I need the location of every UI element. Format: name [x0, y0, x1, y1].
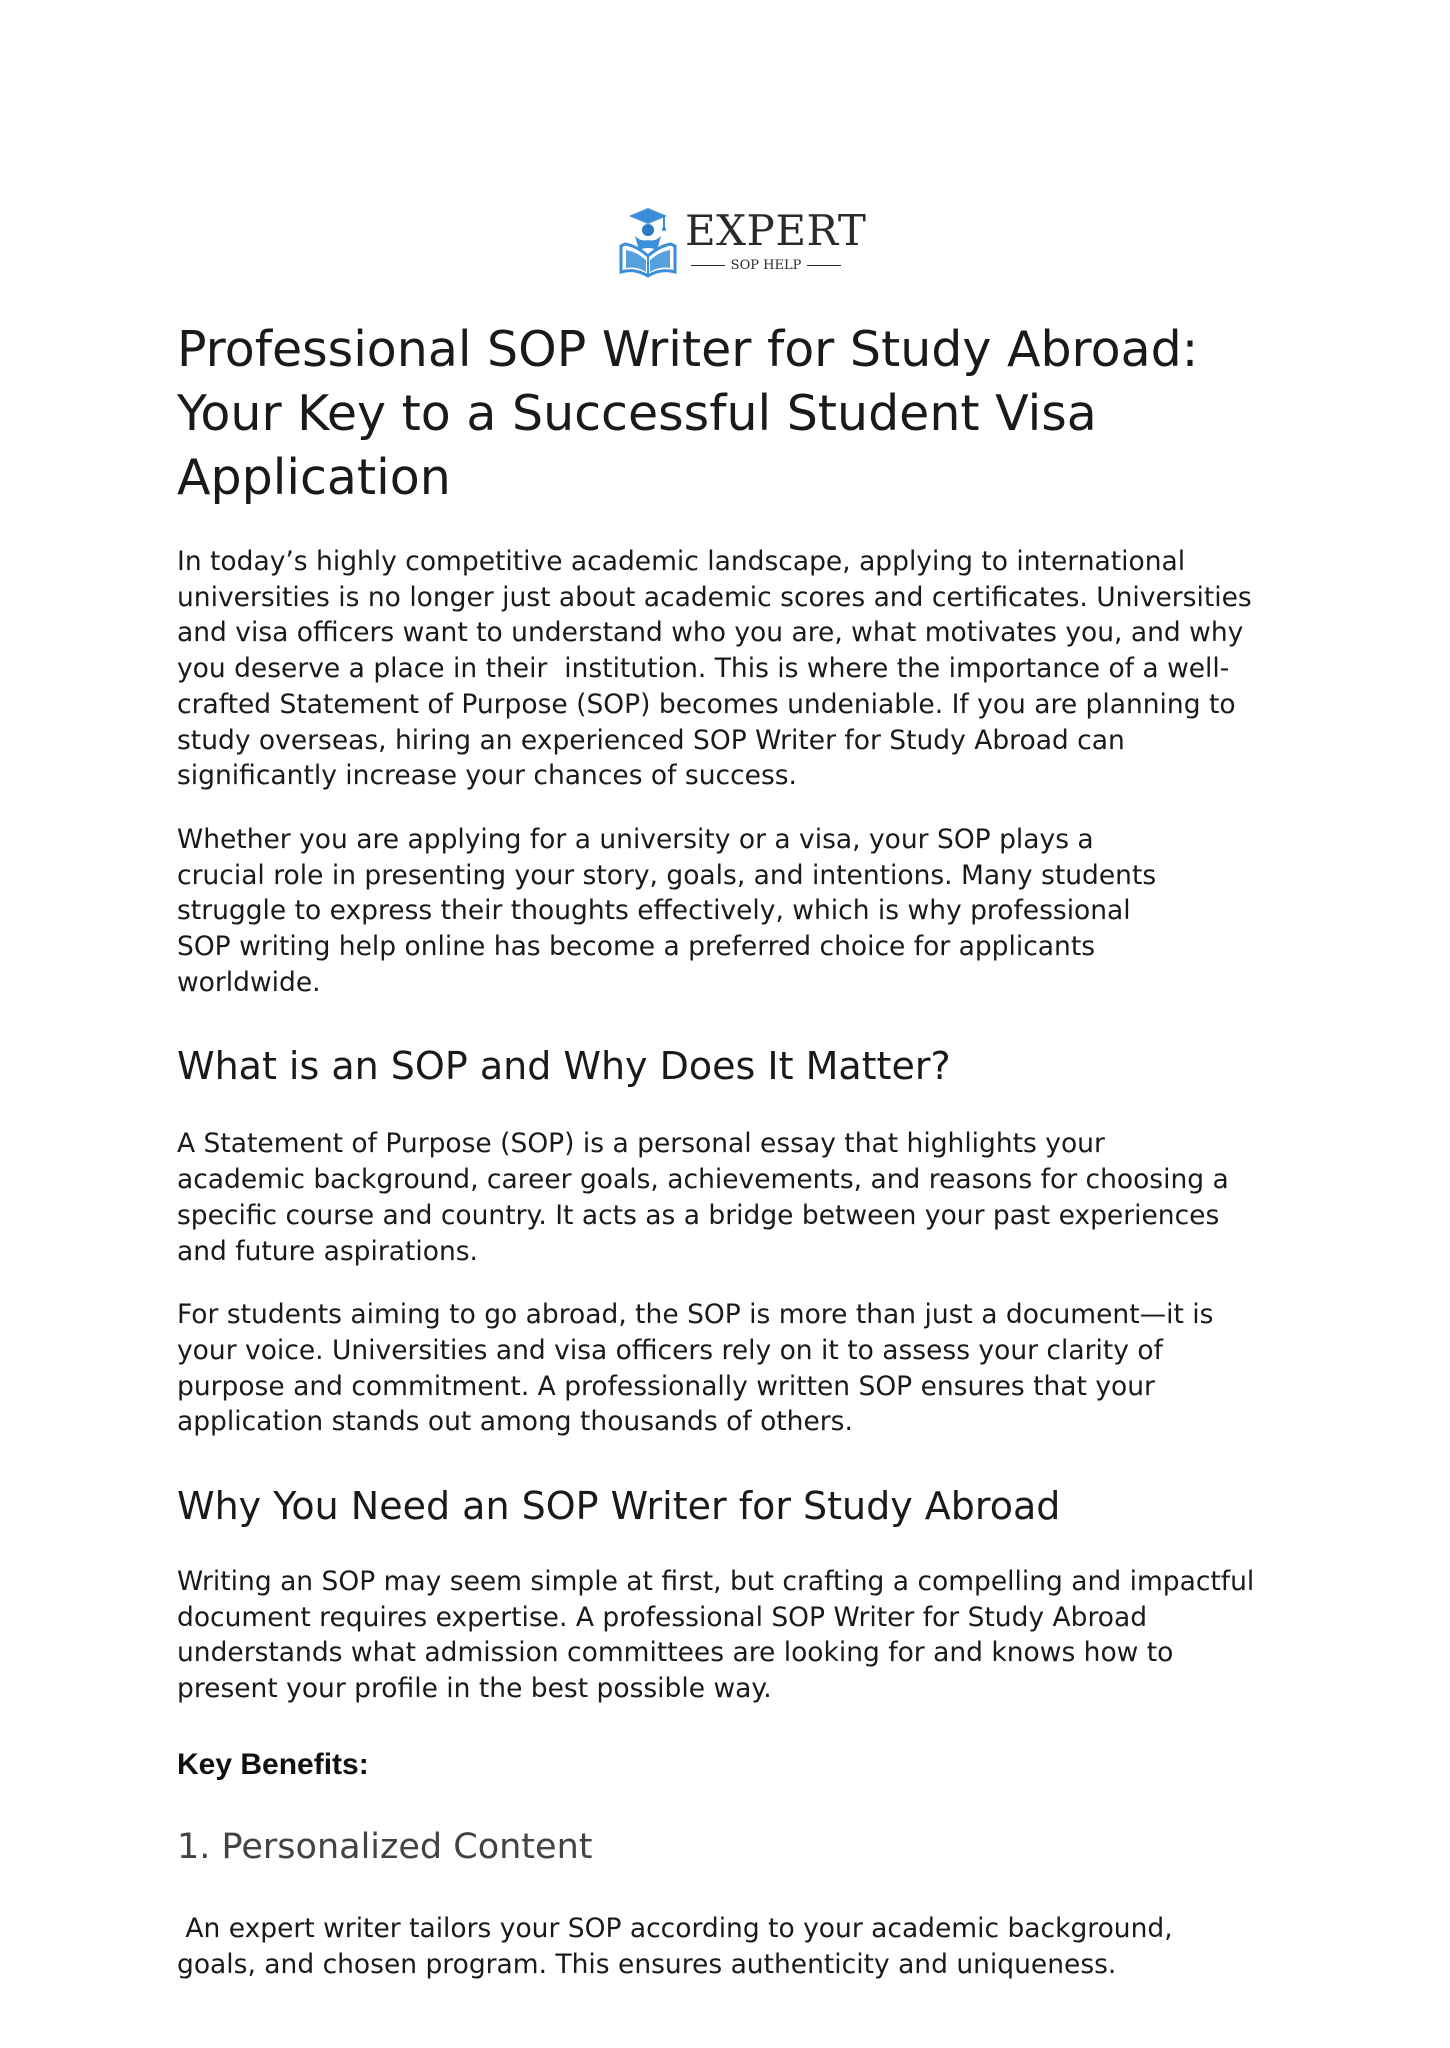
text-line: present your profile in the best possible way.	[177, 1673, 772, 1705]
text-line: academic background, career goals, achievements, and reasons for choosing a	[177, 1164, 1229, 1196]
benefit-1-paragraph	[177, 1911, 1282, 1982]
tagline-rule-right	[807, 265, 841, 266]
title-line: Application	[177, 449, 451, 506]
text-line: crafted Statement of Purpose (SOP) becomes undeniable. If you are planning to	[177, 688, 1236, 720]
text-line: specific course and country. It acts as a bridge between your past experiences	[177, 1199, 1220, 1231]
page-title	[177, 318, 1282, 510]
text-line: and future aspirations.	[177, 1235, 478, 1267]
logo-tagline	[685, 256, 847, 274]
text-line: your voice. Universities and visa officers rely on it to assess your clarity of	[177, 1334, 1163, 1366]
text-line: goals, and chosen program. This ensures authenticity and uniqueness.	[177, 1948, 1117, 1980]
text-line: purpose and commitment. A professionally written SOP ensures that your	[177, 1370, 1155, 1402]
text-line: SOP writing help online has become a preferred choice for applicants	[177, 931, 1096, 963]
text-line: application stands out among thousands of others.	[177, 1406, 853, 1438]
graduate-book-icon	[617, 206, 679, 278]
text-line: and visa officers want to understand who you are, what motivates you, and why	[177, 617, 1244, 649]
why-paragraph-1	[177, 1564, 1282, 1707]
text-line: worldwide.	[177, 966, 321, 998]
what-paragraph-1	[177, 1126, 1282, 1269]
text-line: you deserve a place in their institution. This is where the importance of a well-	[177, 653, 1230, 685]
intro-paragraph-2	[177, 822, 1282, 1001]
article-body	[177, 318, 1282, 1982]
text-line: Whether you are applying for a university or a visa, your SOP plays a	[177, 823, 1094, 855]
section-heading-why-need-writer: Why You Need an SOP Writer for Study Abroad	[177, 1484, 1061, 1529]
logo-tagline-text: SOP HELP	[730, 257, 802, 273]
text-line: Writing an SOP may seem simple at first, but crafting a compelling and impactful	[177, 1566, 1255, 1598]
text-line: study overseas, hiring an experienced SOP Writer for Study Abroad can	[177, 724, 1125, 756]
benefit-1-heading: 1. Personalized Content	[177, 1826, 593, 1867]
text-line: An expert writer tailors your SOP according to your academic background,	[177, 1912, 1173, 1944]
text-line: document requires expertise. A professional SOP Writer for Study Abroad	[177, 1601, 1148, 1633]
text-line: universities is no longer just about academic scores and certificates. Universities	[177, 581, 1252, 613]
text-line: understands what admission committees are looking for and knows how to	[177, 1637, 1174, 1669]
text-line: A Statement of Purpose (SOP) is a personal essay that highlights your	[177, 1128, 1105, 1160]
text-line: For students aiming to go abroad, the SOP is more than just a document—it is	[177, 1299, 1214, 1331]
intro-paragraph-1	[177, 544, 1282, 794]
text-line: crucial role in presenting your story, goals, and intentions. Many students	[177, 859, 1157, 891]
section-heading-what-is-sop: What is an SOP and Why Does It Matter?	[177, 1044, 951, 1089]
text-line: In today’s highly competitive academic landscape, applying to international	[177, 546, 1186, 577]
text-line: struggle to express their thoughts effectively, which is why professional	[177, 895, 1131, 927]
expert-sop-help-logo	[617, 206, 867, 278]
title-line: Professional SOP Writer for Study Abroad:	[177, 321, 1199, 378]
title-line: Your Key to a Successful Student Visa	[177, 385, 1097, 442]
text-line: significantly increase your chances of success.	[177, 760, 797, 792]
key-benefits-label: Key Benefits:	[177, 1747, 369, 1781]
what-paragraph-2	[177, 1297, 1282, 1440]
logo-brand-text: EXPERT	[685, 206, 867, 255]
tagline-rule-left	[691, 265, 725, 266]
